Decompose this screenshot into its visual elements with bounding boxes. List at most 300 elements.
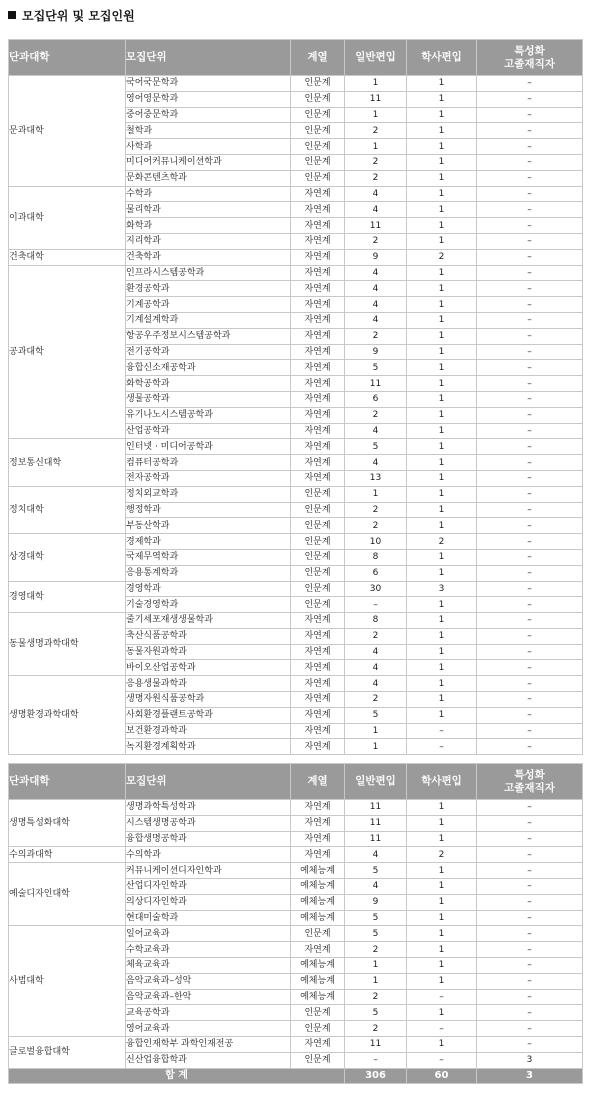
general-transfer-cell: 4 <box>345 186 407 202</box>
header-track: 계열 <box>291 764 345 800</box>
special-worker-cell: – <box>477 170 583 186</box>
admissions-table-1 <box>8 39 583 755</box>
special-worker-cell: – <box>477 973 583 989</box>
bachelor-transfer-cell: 1 <box>407 170 477 186</box>
unit-cell: 생명자원식품공학과 <box>126 692 291 708</box>
bachelor-transfer-cell: 1 <box>407 831 477 847</box>
unit-cell: 융합인재학부 과학인재전공 <box>126 1036 291 1052</box>
track-cell: 인문계 <box>291 518 345 534</box>
track-cell: 예체능계 <box>291 957 345 973</box>
college-cell: 생명특성화대학 <box>9 800 126 847</box>
special-worker-cell: – <box>477 676 583 692</box>
general-transfer-cell: 9 <box>345 249 407 265</box>
special-worker-cell: – <box>477 549 583 565</box>
bachelor-transfer-cell: 1 <box>407 344 477 360</box>
unit-cell: 녹지환경계획학과 <box>126 739 291 755</box>
college-cell: 동물생명과학대학 <box>9 613 126 676</box>
general-transfer-cell: 1 <box>345 76 407 92</box>
college-cell: 수의과대학 <box>9 847 126 863</box>
special-worker-cell: – <box>477 518 583 534</box>
special-worker-cell: – <box>477 957 583 973</box>
track-cell: 인문계 <box>291 581 345 597</box>
special-worker-cell: – <box>477 1036 583 1052</box>
general-transfer-cell: 1 <box>345 107 407 123</box>
track-cell: 자연계 <box>291 455 345 471</box>
unit-cell: 생물공학과 <box>126 391 291 407</box>
track-cell: 자연계 <box>291 628 345 644</box>
track-cell: 인문계 <box>291 926 345 942</box>
track-cell: 자연계 <box>291 265 345 281</box>
special-worker-cell: – <box>477 800 583 816</box>
unit-cell: 기술경영학과 <box>126 597 291 613</box>
bachelor-transfer-cell: 1 <box>407 312 477 328</box>
bachelor-transfer-cell: 1 <box>407 910 477 926</box>
special-worker-cell: – <box>477 154 583 170</box>
general-transfer-cell: 5 <box>345 707 407 723</box>
track-cell: 인문계 <box>291 170 345 186</box>
special-worker-cell: – <box>477 502 583 518</box>
special-worker-cell: – <box>477 926 583 942</box>
college-cell: 경영대학 <box>9 581 126 613</box>
general-transfer-cell: 4 <box>345 202 407 218</box>
table-row <box>9 676 583 692</box>
special-worker-cell: – <box>477 1021 583 1037</box>
bachelor-transfer-cell: 1 <box>407 470 477 486</box>
special-worker-cell: – <box>477 344 583 360</box>
bachelor-transfer-cell: 1 <box>407 391 477 407</box>
general-transfer-cell: 10 <box>345 534 407 550</box>
header-general-transfer: 일반편입 <box>345 40 407 76</box>
track-cell: 자연계 <box>291 423 345 439</box>
unit-cell: 줄기세포재생생물학과 <box>126 613 291 629</box>
general-transfer-cell: 1 <box>345 139 407 155</box>
unit-cell: 기계설계학과 <box>126 312 291 328</box>
track-cell: 자연계 <box>291 281 345 297</box>
admissions-table-2 <box>8 763 583 1084</box>
general-transfer-cell: 8 <box>345 613 407 629</box>
track-cell: 인문계 <box>291 549 345 565</box>
general-transfer-cell: 30 <box>345 581 407 597</box>
bachelor-transfer-cell: 1 <box>407 76 477 92</box>
special-worker-cell: – <box>477 186 583 202</box>
bachelor-transfer-cell: 1 <box>407 973 477 989</box>
track-cell: 인문계 <box>291 76 345 92</box>
track-cell: 인문계 <box>291 91 345 107</box>
bachelor-transfer-cell: 1 <box>407 186 477 202</box>
header-college: 단과대학 <box>9 40 126 76</box>
special-worker-cell: – <box>477 707 583 723</box>
bachelor-transfer-cell: 1 <box>407 644 477 660</box>
special-worker-cell: – <box>477 455 583 471</box>
bachelor-transfer-cell: 1 <box>407 692 477 708</box>
track-cell: 자연계 <box>291 186 345 202</box>
college-cell: 사범대학 <box>9 926 126 1037</box>
bachelor-transfer-cell: 1 <box>407 878 477 894</box>
general-transfer-cell: 2 <box>345 170 407 186</box>
track-cell: 자연계 <box>291 439 345 455</box>
bachelor-transfer-cell: 1 <box>407 328 477 344</box>
general-transfer-cell: 1 <box>345 486 407 502</box>
bachelor-transfer-cell: 1 <box>407 407 477 423</box>
special-worker-cell: – <box>477 534 583 550</box>
general-transfer-cell: – <box>345 1052 407 1068</box>
unit-cell: 환경공학과 <box>126 281 291 297</box>
special-worker-cell: – <box>477 265 583 281</box>
general-transfer-cell: 11 <box>345 1036 407 1052</box>
special-worker-cell: – <box>477 233 583 249</box>
college-cell: 예술디자인대학 <box>9 863 126 926</box>
header-special-worker: 특성화 고졸재직자 <box>477 764 583 800</box>
track-cell: 인문계 <box>291 565 345 581</box>
general-transfer-cell: 4 <box>345 878 407 894</box>
square-bullet-icon <box>8 11 16 19</box>
table-row <box>9 800 583 816</box>
special-worker-cell: – <box>477 739 583 755</box>
unit-cell: 문화콘텐츠학과 <box>126 170 291 186</box>
special-worker-cell: – <box>477 565 583 581</box>
bachelor-transfer-cell: – <box>407 723 477 739</box>
unit-cell: 지리학과 <box>126 233 291 249</box>
bachelor-transfer-cell: 1 <box>407 565 477 581</box>
general-transfer-cell: 2 <box>345 123 407 139</box>
track-cell: 자연계 <box>291 233 345 249</box>
general-transfer-cell: – <box>345 597 407 613</box>
unit-cell: 인터넷 · 미디어공학과 <box>126 439 291 455</box>
general-transfer-cell: 4 <box>345 312 407 328</box>
bachelor-transfer-cell: 1 <box>407 926 477 942</box>
special-worker-cell: – <box>477 486 583 502</box>
bachelor-transfer-cell: 1 <box>407 123 477 139</box>
general-transfer-cell: 5 <box>345 1005 407 1021</box>
track-cell: 인문계 <box>291 1021 345 1037</box>
unit-cell: 산업디자인학과 <box>126 878 291 894</box>
bachelor-transfer-cell: 1 <box>407 597 477 613</box>
general-transfer-cell: 9 <box>345 344 407 360</box>
unit-cell: 교육공학과 <box>126 1005 291 1021</box>
general-transfer-cell: 2 <box>345 692 407 708</box>
track-cell: 자연계 <box>291 218 345 234</box>
track-cell: 자연계 <box>291 613 345 629</box>
special-worker-cell: – <box>477 628 583 644</box>
unit-cell: 행정학과 <box>126 502 291 518</box>
header-unit: 모집단위 <box>126 764 291 800</box>
bachelor-transfer-cell: 1 <box>407 218 477 234</box>
unit-cell: 시스템생명공학과 <box>126 815 291 831</box>
special-worker-cell: – <box>477 942 583 958</box>
bachelor-transfer-cell: 1 <box>407 707 477 723</box>
general-transfer-cell: 2 <box>345 1021 407 1037</box>
general-transfer-cell: 2 <box>345 328 407 344</box>
college-cell: 공과대학 <box>9 265 126 439</box>
general-transfer-cell: 2 <box>345 502 407 518</box>
general-transfer-cell: 2 <box>345 407 407 423</box>
track-cell: 자연계 <box>291 739 345 755</box>
special-worker-cell: – <box>477 139 583 155</box>
college-cell: 생명환경과학대학 <box>9 676 126 755</box>
track-cell: 인문계 <box>291 502 345 518</box>
unit-cell: 부동산학과 <box>126 518 291 534</box>
college-cell: 이과대학 <box>9 186 126 249</box>
unit-cell: 인프라시스템공학과 <box>126 265 291 281</box>
unit-cell: 축산식품공학과 <box>126 628 291 644</box>
general-transfer-cell: 2 <box>345 154 407 170</box>
general-transfer-cell: 4 <box>345 676 407 692</box>
header-row <box>9 764 583 800</box>
unit-cell: 컴퓨터공학과 <box>126 455 291 471</box>
bachelor-transfer-cell: 1 <box>407 1036 477 1052</box>
track-cell: 자연계 <box>291 707 345 723</box>
unit-cell: 건축학과 <box>126 249 291 265</box>
track-cell: 자연계 <box>291 692 345 708</box>
track-cell: 인문계 <box>291 486 345 502</box>
track-cell: 자연계 <box>291 644 345 660</box>
track-cell: 자연계 <box>291 407 345 423</box>
bachelor-transfer-cell: 1 <box>407 376 477 392</box>
general-transfer-cell: 11 <box>345 91 407 107</box>
unit-cell: 수학교육과 <box>126 942 291 958</box>
college-cell: 건축대학 <box>9 249 126 265</box>
bachelor-transfer-cell: 1 <box>407 613 477 629</box>
general-transfer-cell: 11 <box>345 815 407 831</box>
special-worker-cell: – <box>477 692 583 708</box>
unit-cell: 융합생명공학과 <box>126 831 291 847</box>
general-transfer-cell: 2 <box>345 233 407 249</box>
track-cell: 예체능계 <box>291 973 345 989</box>
unit-cell: 현대미술학과 <box>126 910 291 926</box>
header-unit: 모집단위 <box>126 40 291 76</box>
general-transfer-cell: 8 <box>345 549 407 565</box>
general-transfer-cell: 1 <box>345 973 407 989</box>
track-cell: 자연계 <box>291 676 345 692</box>
table-row <box>9 186 583 202</box>
track-cell: 자연계 <box>291 312 345 328</box>
general-transfer-cell: 1 <box>345 723 407 739</box>
track-cell: 자연계 <box>291 942 345 958</box>
track-cell: 인문계 <box>291 154 345 170</box>
general-transfer-cell: 9 <box>345 894 407 910</box>
bachelor-transfer-cell: 1 <box>407 360 477 376</box>
unit-cell: 영어영문학과 <box>126 91 291 107</box>
unit-cell: 의상디자인학과 <box>126 894 291 910</box>
unit-cell: 일어교육과 <box>126 926 291 942</box>
track-cell: 예체능계 <box>291 878 345 894</box>
special-worker-cell: – <box>477 391 583 407</box>
bachelor-transfer-cell: 1 <box>407 297 477 313</box>
track-cell: 자연계 <box>291 328 345 344</box>
special-worker-cell: – <box>477 1005 583 1021</box>
bachelor-transfer-cell: 1 <box>407 423 477 439</box>
special-worker-cell: – <box>477 644 583 660</box>
unit-cell: 보건환경과학과 <box>126 723 291 739</box>
bachelor-transfer-cell: 1 <box>407 942 477 958</box>
bachelor-transfer-cell: 2 <box>407 534 477 550</box>
bachelor-transfer-cell: 1 <box>407 800 477 816</box>
bachelor-transfer-cell: 1 <box>407 233 477 249</box>
track-cell: 자연계 <box>291 660 345 676</box>
unit-cell: 전기공학과 <box>126 344 291 360</box>
bachelor-transfer-cell: 1 <box>407 518 477 534</box>
header-college: 단과대학 <box>9 764 126 800</box>
track-cell: 자연계 <box>291 831 345 847</box>
track-cell: 자연계 <box>291 815 345 831</box>
general-transfer-cell: 4 <box>345 281 407 297</box>
unit-cell: 수학과 <box>126 186 291 202</box>
bachelor-transfer-cell: 1 <box>407 265 477 281</box>
special-worker-cell: – <box>477 281 583 297</box>
general-transfer-cell: 4 <box>345 644 407 660</box>
table-row <box>9 439 583 455</box>
unit-cell: 응용생물과학과 <box>126 676 291 692</box>
unit-cell: 산업공학과 <box>126 423 291 439</box>
special-worker-cell: – <box>477 76 583 92</box>
track-cell: 자연계 <box>291 723 345 739</box>
special-worker-cell: – <box>477 360 583 376</box>
general-transfer-cell: 4 <box>345 847 407 863</box>
unit-cell: 물리학과 <box>126 202 291 218</box>
bachelor-transfer-cell: – <box>407 1021 477 1037</box>
special-worker-cell: – <box>477 863 583 879</box>
unit-cell: 경제학과 <box>126 534 291 550</box>
bachelor-transfer-cell: 2 <box>407 847 477 863</box>
table-row <box>9 926 583 942</box>
college-cell: 정보통신대학 <box>9 439 126 486</box>
general-transfer-cell: 11 <box>345 800 407 816</box>
general-transfer-cell: 1 <box>345 957 407 973</box>
unit-cell: 음악교육과–성악 <box>126 973 291 989</box>
general-transfer-cell: 4 <box>345 297 407 313</box>
bachelor-transfer-cell: 1 <box>407 486 477 502</box>
unit-cell: 사학과 <box>126 139 291 155</box>
header-track: 계열 <box>291 40 345 76</box>
general-transfer-cell: 2 <box>345 942 407 958</box>
total-special: 3 <box>477 1068 583 1084</box>
track-cell: 자연계 <box>291 297 345 313</box>
bachelor-transfer-cell: 1 <box>407 281 477 297</box>
unit-cell: 유기나노시스템공학과 <box>126 407 291 423</box>
bachelor-transfer-cell: 1 <box>407 628 477 644</box>
college-cell: 글로벌융합대학 <box>9 1036 126 1068</box>
special-worker-cell: – <box>477 328 583 344</box>
bachelor-transfer-cell: 1 <box>407 894 477 910</box>
unit-cell: 화학과 <box>126 218 291 234</box>
general-transfer-cell: 4 <box>345 423 407 439</box>
table-row <box>9 863 583 879</box>
bachelor-transfer-cell: 1 <box>407 863 477 879</box>
general-transfer-cell: 2 <box>345 628 407 644</box>
special-worker-cell: – <box>477 297 583 313</box>
special-worker-cell: – <box>477 815 583 831</box>
bachelor-transfer-cell: 1 <box>407 107 477 123</box>
bachelor-transfer-cell: 2 <box>407 249 477 265</box>
special-worker-cell: – <box>477 470 583 486</box>
general-transfer-cell: 11 <box>345 376 407 392</box>
unit-cell: 응용통계학과 <box>126 565 291 581</box>
general-transfer-cell: 13 <box>345 470 407 486</box>
unit-cell: 생명과학특성학과 <box>126 800 291 816</box>
track-cell: 인문계 <box>291 123 345 139</box>
bachelor-transfer-cell: – <box>407 739 477 755</box>
table-row <box>9 847 583 863</box>
general-transfer-cell: 5 <box>345 863 407 879</box>
general-transfer-cell: 5 <box>345 439 407 455</box>
header-special-worker: 특성화 고졸재직자 <box>477 40 583 76</box>
section-title-text: 모집단위 및 모집인원 <box>22 8 135 23</box>
bachelor-transfer-cell: 1 <box>407 439 477 455</box>
college-cell: 정치대학 <box>9 486 126 533</box>
bachelor-transfer-cell: 1 <box>407 202 477 218</box>
total-label: 합 계 <box>9 1068 345 1084</box>
total-row <box>9 1068 583 1084</box>
general-transfer-cell: 1 <box>345 739 407 755</box>
bachelor-transfer-cell: 1 <box>407 502 477 518</box>
total-general: 306 <box>345 1068 407 1084</box>
special-worker-cell: – <box>477 407 583 423</box>
track-cell: 인문계 <box>291 107 345 123</box>
general-transfer-cell: 11 <box>345 831 407 847</box>
special-worker-cell: – <box>477 439 583 455</box>
track-cell: 인문계 <box>291 1052 345 1068</box>
bachelor-transfer-cell: 1 <box>407 1005 477 1021</box>
table-row <box>9 1036 583 1052</box>
general-transfer-cell: 2 <box>345 989 407 1005</box>
special-worker-cell: – <box>477 878 583 894</box>
special-worker-cell: – <box>477 597 583 613</box>
bachelor-transfer-cell: 1 <box>407 957 477 973</box>
unit-cell: 사회환경플랜트공학과 <box>126 707 291 723</box>
general-transfer-cell: 5 <box>345 926 407 942</box>
special-worker-cell: – <box>477 376 583 392</box>
header-general-transfer: 일반편입 <box>345 764 407 800</box>
unit-cell: 중어중문학과 <box>126 107 291 123</box>
table-row <box>9 534 583 550</box>
general-transfer-cell: 4 <box>345 265 407 281</box>
bachelor-transfer-cell: 1 <box>407 455 477 471</box>
unit-cell: 체육교육과 <box>126 957 291 973</box>
college-cell: 문과대학 <box>9 76 126 187</box>
general-transfer-cell: 2 <box>345 518 407 534</box>
general-transfer-cell: 5 <box>345 910 407 926</box>
bachelor-transfer-cell: 1 <box>407 676 477 692</box>
unit-cell: 국제무역학과 <box>126 549 291 565</box>
bachelor-transfer-cell: 1 <box>407 154 477 170</box>
special-worker-cell: – <box>477 831 583 847</box>
bachelor-transfer-cell: 1 <box>407 815 477 831</box>
special-worker-cell: – <box>477 249 583 265</box>
unit-cell: 국어국문학과 <box>126 76 291 92</box>
special-worker-cell: – <box>477 894 583 910</box>
track-cell: 자연계 <box>291 800 345 816</box>
bachelor-transfer-cell: 1 <box>407 660 477 676</box>
bachelor-transfer-cell: – <box>407 989 477 1005</box>
track-cell: 자연계 <box>291 470 345 486</box>
header-bachelor-transfer: 학사편입 <box>407 764 477 800</box>
unit-cell: 철학과 <box>126 123 291 139</box>
special-worker-cell: – <box>477 910 583 926</box>
general-transfer-cell: 4 <box>345 660 407 676</box>
table-row <box>9 581 583 597</box>
general-transfer-cell: 6 <box>345 565 407 581</box>
special-worker-cell: – <box>477 218 583 234</box>
special-worker-cell: – <box>477 91 583 107</box>
unit-cell: 커뮤니케이션디자인학과 <box>126 863 291 879</box>
special-worker-cell: – <box>477 123 583 139</box>
track-cell: 예체능계 <box>291 989 345 1005</box>
special-worker-cell: – <box>477 723 583 739</box>
unit-cell: 기계공학과 <box>126 297 291 313</box>
track-cell: 인문계 <box>291 534 345 550</box>
track-cell: 인문계 <box>291 597 345 613</box>
bachelor-transfer-cell: 1 <box>407 139 477 155</box>
